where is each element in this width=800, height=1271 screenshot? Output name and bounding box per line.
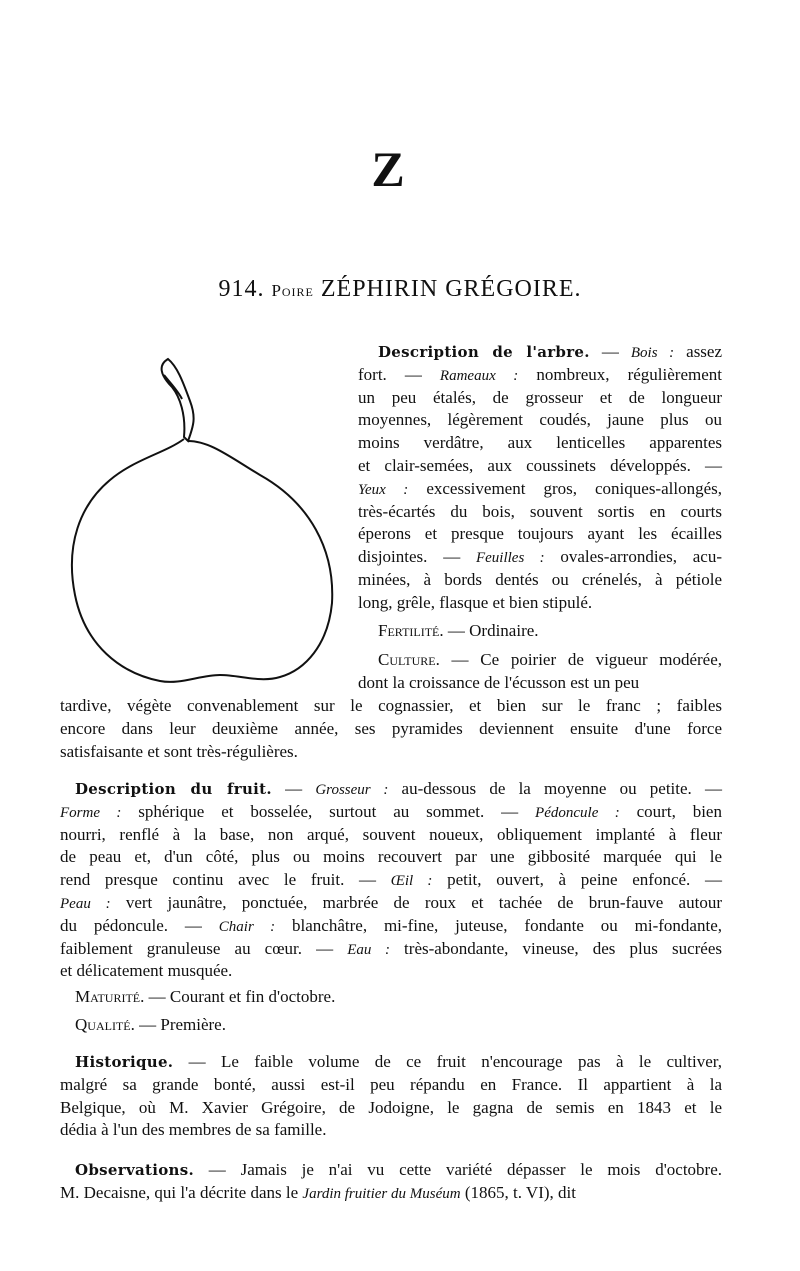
text-run: minées, à bords dentés ou crénelés, à pétiole (358, 569, 722, 589)
text-run: moyennes, légèrement coudés, jaune plus ou (358, 410, 722, 430)
italic-term: Jardin fruitier du Muséum (302, 1185, 461, 1202)
paragraph-qualite (60, 1014, 722, 1037)
text-line (358, 341, 722, 364)
text-run: Belgique, où M. Xavier Grégoire, de Jodoigne, le gagna de semis en 1843 et le (60, 1097, 722, 1117)
text-run: petit, ouvert, à peine enfoncé. — (432, 870, 722, 890)
text-run: — Courant et fin d'octobre. (144, 987, 336, 1006)
text-line (358, 455, 722, 478)
text-run: nourri, renflé à la base, non arqué, souvent noueux, obliquement implanté à fleur (60, 824, 722, 844)
italic-term: Pédoncule : (535, 804, 620, 821)
text-run: dédia à l'un des membres de sa famille. (60, 1120, 327, 1140)
text-run: nombreux, régulièrement (518, 364, 722, 384)
text-run: un peu étalés, de grosseur et de longueur (358, 387, 722, 407)
section-heading: Historique. (75, 1053, 174, 1071)
text-line (358, 478, 722, 501)
text-line (60, 846, 722, 869)
text-line (60, 938, 722, 961)
text-run: — Ce poirier de vigueur modérée, (439, 650, 722, 669)
text-line (358, 501, 722, 524)
text-line (358, 387, 722, 410)
text-run: éperons et presque toujours ayant les écailles (358, 524, 722, 544)
section-heading: Observations. (75, 1161, 194, 1179)
text-run: blanchâtre, mi-fine, juteuse, fondante ou mi-fondante, (275, 915, 722, 935)
text-line (60, 892, 722, 915)
text-run: du pédoncule. — (60, 915, 219, 935)
section-letter: Z (371, 141, 405, 197)
text-run: très-écartés du bois, souvent sortis en courts (358, 501, 722, 521)
text-run: — Ordinaire. (443, 621, 539, 640)
text-line (60, 1074, 722, 1097)
text-line (60, 915, 722, 938)
text-line (358, 649, 722, 672)
text-line (358, 364, 722, 387)
text-line (60, 718, 722, 741)
pear-stem (162, 359, 194, 441)
smallcaps-label: Fertilité. (378, 621, 444, 640)
text-line (358, 569, 722, 592)
text-run: — Jamais je n'ai vu cette variété dépasser le mois d'octobre. (194, 1160, 722, 1179)
italic-term: Rameaux : (439, 367, 519, 384)
text-run: et clair-semées, aux coussinets développés. — (358, 455, 722, 475)
entry-number: 914. (218, 276, 265, 302)
text-run: tardive, végète convenablement sur le cognassier, et bien sur le franc ; faibles (60, 696, 722, 715)
text-run: faiblement granuleuse au cœur. — (60, 938, 348, 958)
text-line (60, 1119, 722, 1142)
text-run: assez (674, 342, 723, 361)
text-run: fort. — (358, 364, 440, 384)
text-run: — (271, 779, 316, 798)
text-run: — Le faible volume de ce fruit n'encourage pas à le cultiver, (173, 1052, 722, 1071)
text-line (60, 960, 722, 983)
text-run: — Première. (134, 1015, 226, 1034)
text-run: — (589, 342, 631, 361)
italic-term: Bois : (630, 345, 675, 361)
text-run: vert jaunâtre, ponctuée, marbrée de roux et tachée de brun-fauve autour (110, 892, 722, 912)
text-run: malgré sa grande bonté, aussi est-il peu répandu en France. Il appartient à la (60, 1074, 722, 1094)
text-line (60, 824, 722, 847)
text-run: disjointes. — (358, 547, 476, 567)
text-run: et délicatement musquée. (60, 961, 233, 981)
section-heading: Description du fruit. (75, 780, 272, 798)
text-line (60, 695, 722, 718)
text-line (358, 432, 722, 455)
italic-term: Feuilles : (475, 550, 545, 567)
text-run: court, bien (619, 801, 722, 821)
entry-title (0, 276, 800, 303)
text-line (358, 672, 722, 695)
paragraph-maturite (60, 986, 722, 1009)
smallcaps-label: Qualité. (75, 1015, 135, 1034)
italic-term: Forme : (60, 804, 122, 821)
text-run: au-dessous de la moyenne ou petite. — (388, 779, 722, 798)
italic-term: Eau : (347, 941, 390, 958)
entry-name: ZÉPHIRIN GRÉGOIRE. (320, 276, 582, 302)
paragraph-fertilite (358, 620, 722, 643)
text-line (358, 523, 722, 546)
text-line (60, 869, 722, 892)
italic-term: Peau : (60, 895, 111, 912)
text-line (358, 620, 722, 643)
italic-term: Yeux : (358, 481, 409, 498)
text-line (60, 986, 722, 1009)
italic-term: Œil : (390, 873, 433, 890)
text-run: moins verdâtre, aux lenticelles apparentes (358, 433, 722, 453)
text-run: M. Decaisne, qui l'a décrite dans le (60, 1182, 303, 1202)
text-line (60, 1097, 722, 1120)
text-line (60, 1159, 722, 1182)
text-line (60, 1014, 722, 1037)
paragraph-historique (60, 1051, 722, 1142)
text-line (60, 1182, 722, 1205)
text-run: sphérique et bosselée, surtout au sommet. — (121, 801, 536, 821)
text-line (60, 778, 722, 801)
text-run: ovales-arrondies, acu- (544, 547, 722, 567)
entry-prefix: Poire (271, 281, 314, 300)
pear-illustration (60, 345, 350, 695)
text-run: de peau et, d'un côté, plus ou moins recouvert par une gibbosité marquée qui le (60, 847, 722, 867)
text-run: encore dans leur deuxième année, ses pyramides deviennent ensuite d'une force (60, 718, 722, 738)
pear-outline (72, 439, 332, 682)
italic-term: Grosseur : (315, 782, 389, 798)
smallcaps-label: Culture. (378, 650, 440, 669)
section-heading: Description de l'arbre. (378, 343, 590, 361)
paragraph-observations (60, 1159, 722, 1205)
text-run: dont la croissance de l'écusson est un peu (358, 672, 640, 692)
text-line (60, 741, 722, 764)
text-run: très-abondante, vineuse, des plus sucrées (389, 938, 722, 958)
text-run: excessivement gros, coniques-allongés, (408, 478, 722, 498)
text-line (358, 409, 722, 432)
smallcaps-label: Maturité. (75, 987, 145, 1006)
text-line (358, 546, 722, 569)
paragraph-description-fruit (60, 778, 722, 983)
paragraph-description-arbre (358, 341, 722, 615)
text-line (358, 592, 722, 615)
text-run: rend presque continu avec le fruit. — (60, 870, 391, 890)
text-line (60, 801, 722, 824)
paragraph-culture (358, 649, 722, 695)
text-run: (1865, t. VI), dit (460, 1182, 576, 1202)
italic-term: Chair : (218, 918, 276, 935)
text-run: long, grêle, flasque et bien stipulé. (358, 592, 593, 612)
text-run: satisfaisante et sont très-régulières. (60, 741, 298, 761)
paragraph-culture-continued (60, 695, 722, 763)
text-line (60, 1051, 722, 1074)
